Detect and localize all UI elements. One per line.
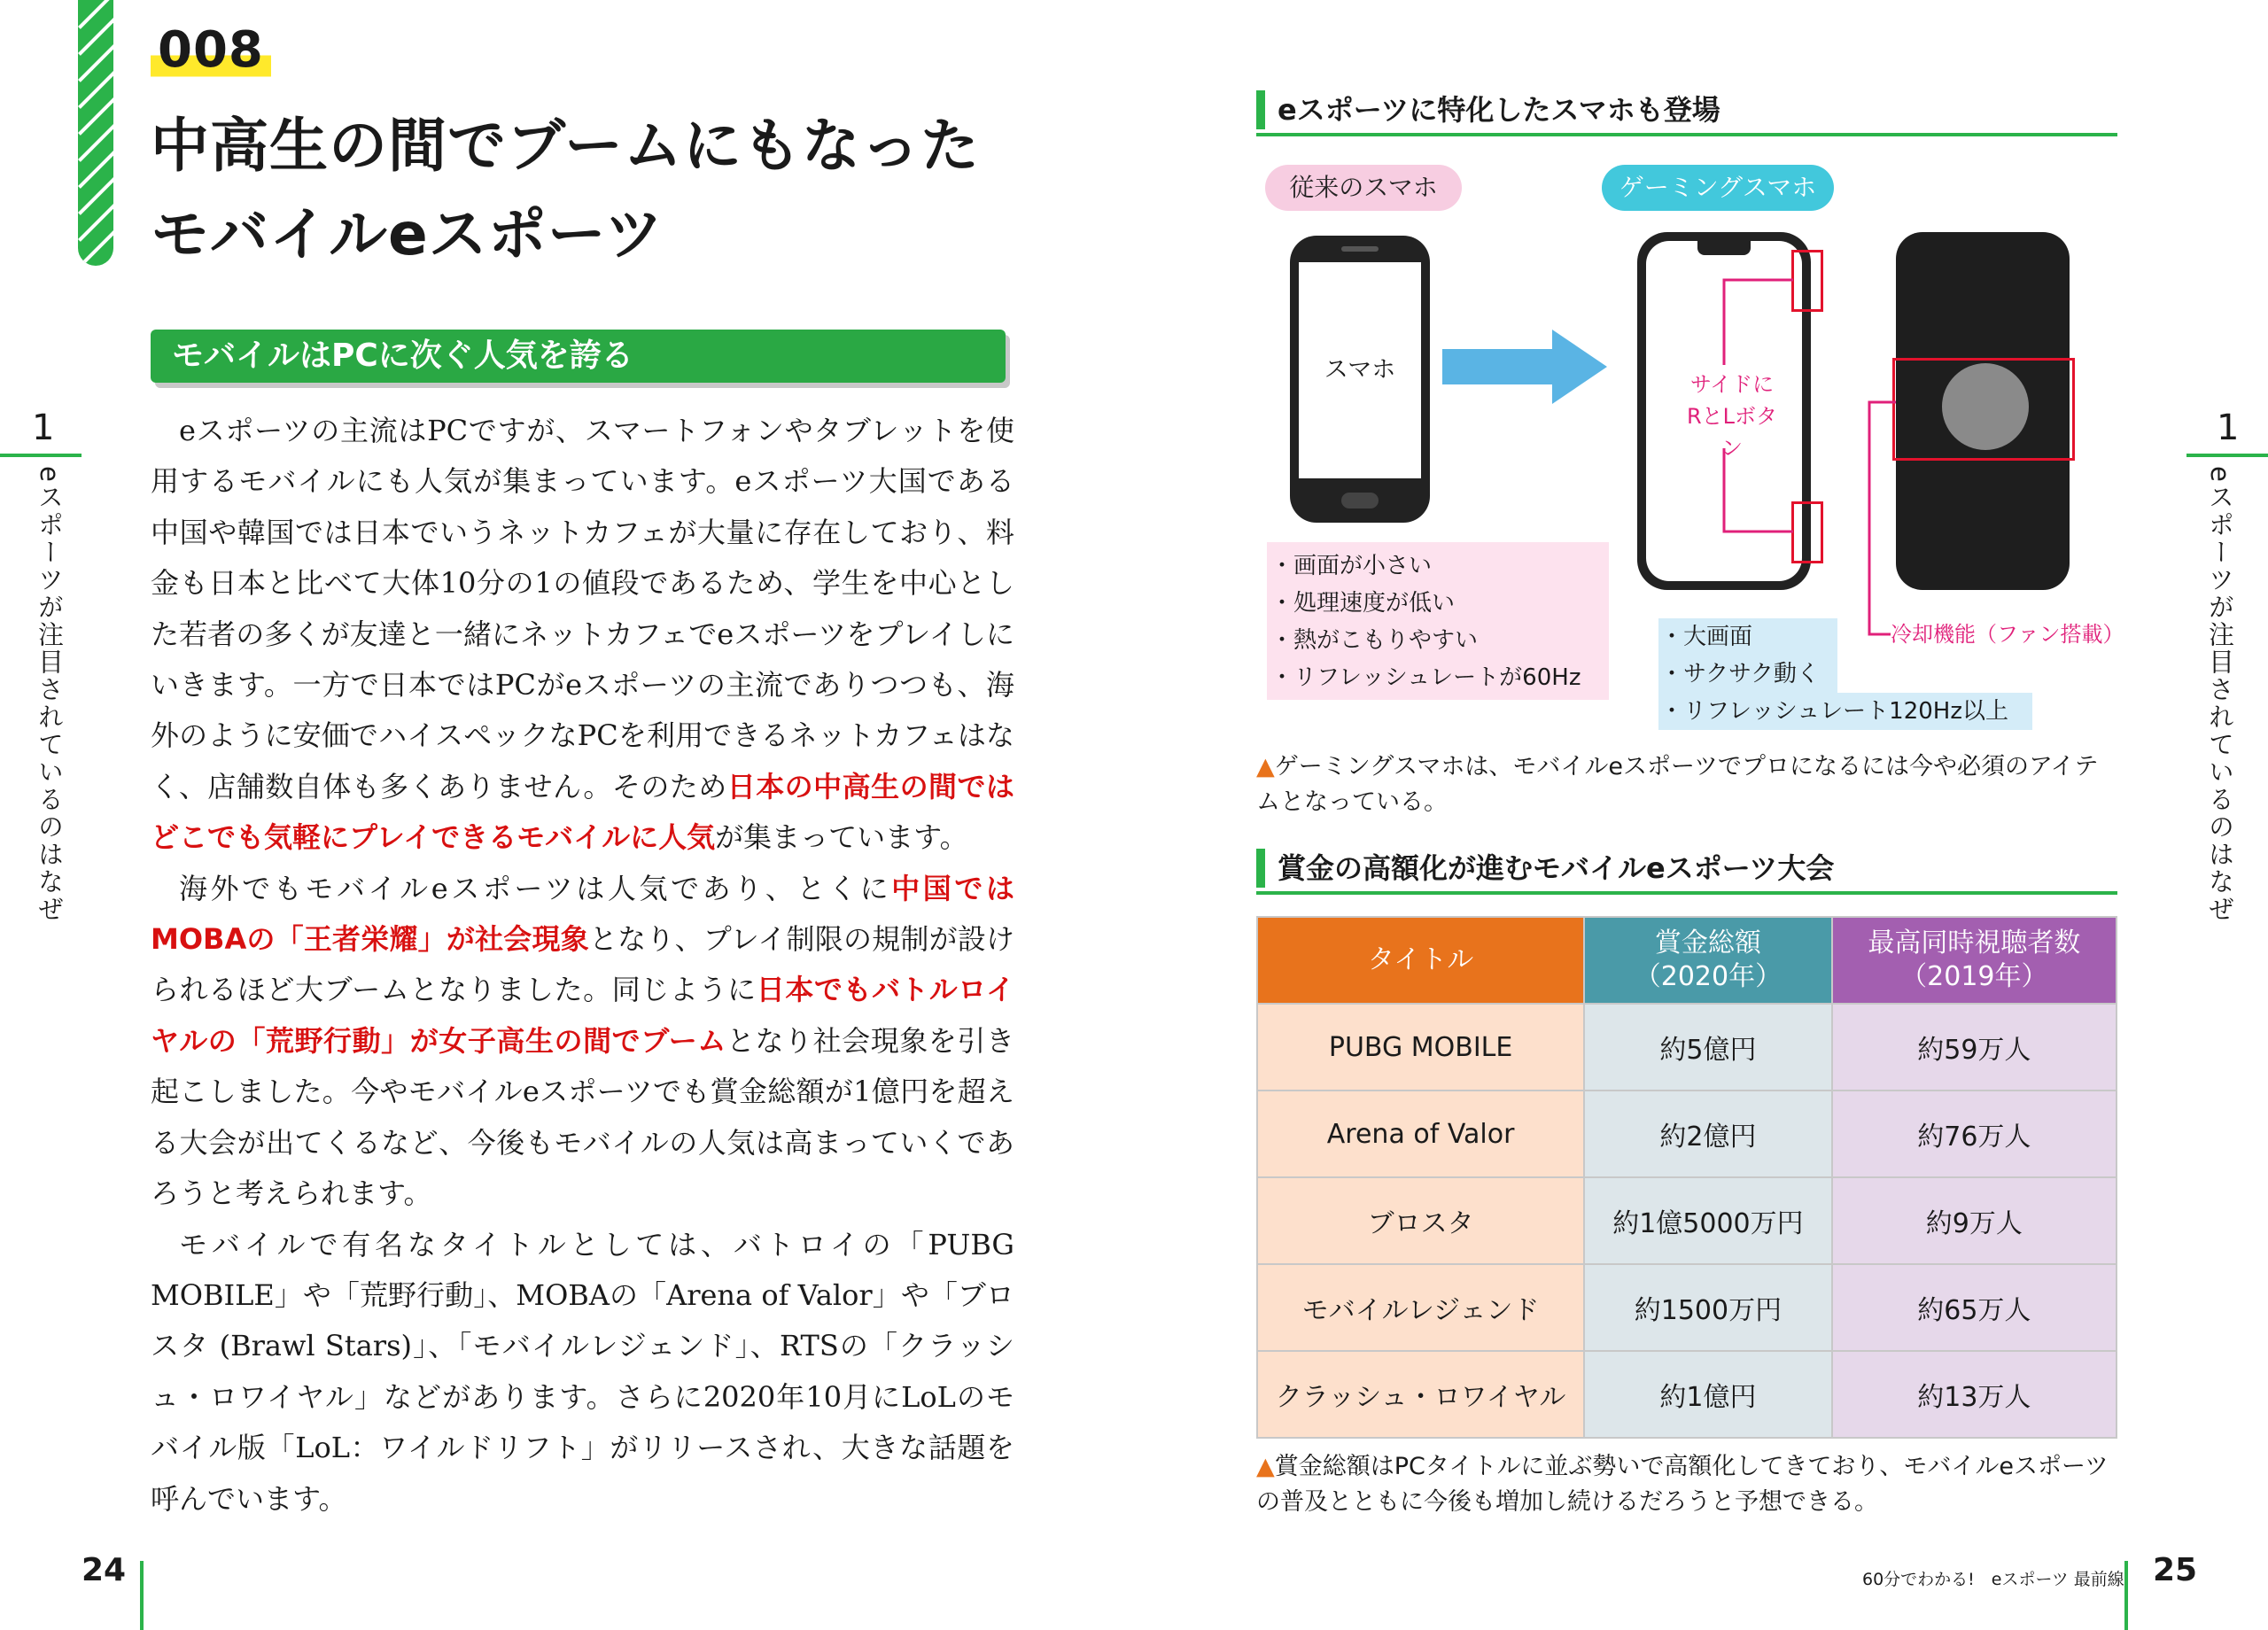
heading-marker <box>1256 849 1265 888</box>
chapter-rule <box>0 454 82 457</box>
table-row <box>1257 1004 2117 1091</box>
table-cell-prize: 約2億円 <box>1584 1091 1831 1177</box>
caption-text: 賞金総額はPCタイトルに並ぶ勢いで高額化してきており、モバイルeスポーツの普及とともに今後も増加し続けるだろうと予想できる。 <box>1256 1453 2109 1516</box>
note-item: ・リフレッシュレート120Hz以上 <box>1660 698 2009 725</box>
note-item: ・大画面 <box>1660 624 1753 650</box>
arrow-icon <box>1442 330 1607 404</box>
paragraph-2-text-end: となり社会現象を引き起こしました。今やモバイルeスポーツでも賞金総額が1億円を超える大会が出てくるなど、今後もモバイルの人気は高まっていくであろうと考えられます。 <box>151 1023 1014 1211</box>
paragraph-2 <box>151 864 1014 1220</box>
heading-marker <box>1256 90 1265 129</box>
gaming-notes <box>1660 618 2008 730</box>
header-text: 賞金総額 <box>1654 928 1761 959</box>
section-number: 008 <box>151 19 271 82</box>
side-button-callout-line-1: サイドに <box>1689 372 1775 397</box>
table-header-cell <box>1584 917 1831 1004</box>
highlight-text: 日本でもバトルロイヤルの「荒野行動」が女子高生の間でブーム <box>151 973 1014 1058</box>
side-button-highlight <box>1791 501 1823 563</box>
table-header-row <box>1257 917 2117 1004</box>
section-accent-bar <box>78 0 113 266</box>
table-cell-title: Arena of Valor <box>1257 1091 1584 1177</box>
note-item: ・サクサク動く <box>1660 661 1820 687</box>
cooling-highlight <box>1892 358 2075 461</box>
book-title-footer: 60分でわかる! eスポーツ 最前線 <box>1862 1570 2124 1589</box>
table-cell-viewers: 約76万人 <box>1832 1091 2117 1177</box>
heading-rule <box>1256 891 2117 895</box>
caption-marker: ▲ <box>1256 753 1275 780</box>
chapter-number: 1 <box>2217 408 2240 448</box>
header-subtext: （2019年） <box>1900 961 2048 992</box>
page-number: 24 <box>82 1552 127 1588</box>
phone-speaker <box>1341 246 1379 252</box>
page-title-line-2: モバイルeスポーツ <box>151 200 664 268</box>
table-cell-prize: 約1500万円 <box>1584 1264 1831 1351</box>
table-cell-viewers: 約13万人 <box>1832 1351 2117 1438</box>
page-title <box>151 102 980 279</box>
highlight-text: 日本の中高生の間ではどこでも気軽にプレイできるモバイルに人気 <box>151 769 1014 855</box>
phone-screen <box>1299 262 1421 478</box>
table-header-cell <box>1257 917 1584 1004</box>
side-button-callout <box>1680 369 1784 464</box>
header-text: タイトル <box>1367 944 1474 975</box>
table-row <box>1257 1264 2117 1351</box>
phone-label: スマホ <box>1324 356 1396 384</box>
header-subtext: （2020年） <box>1634 961 1783 992</box>
paragraph-3: モバイルで有名なタイトルとしては、バトロイの「PUBG MOBILE」や「荒野行動」、MOBAの「Arena of Valor」や「ブロスタ (Brawl Stars)」、「モバイルレジェンド」、RTSの「クラッシュ・ロワイヤル」などがあります。さらに2020年10月にLoLのモバイル版「LoL：ワイルドリフト」がリリースされ、大きな話題を呼んでいます。 <box>151 1227 1014 1516</box>
side-button-highlight <box>1791 250 1823 312</box>
table-cell-title: モバイルレジェンド <box>1257 1264 1584 1351</box>
paragraph-1 <box>151 406 1014 864</box>
chapter-title-vertical: eスポーツが注目されているのはなぜ <box>35 466 65 923</box>
phone-notch <box>1697 241 1751 255</box>
table-cell-title: クラッシュ・ロワイヤル <box>1257 1351 1584 1438</box>
note-item: ・リフレッシュレートが60Hz <box>1270 664 1581 691</box>
table-cell-prize: 約1億5000万円 <box>1584 1177 1831 1264</box>
caption-marker: ▲ <box>1256 1453 1275 1480</box>
figure-caption <box>1256 749 2117 820</box>
paragraph-2-text: 海外でもモバイルeスポーツは人気であり、とくに <box>179 871 892 905</box>
page-number-rule <box>140 1561 144 1630</box>
note-item: ・熱がこもりやすい <box>1270 627 1479 654</box>
table-cell-title: ブロスタ <box>1257 1177 1584 1264</box>
table-row <box>1257 1351 2117 1438</box>
note-item: ・画面が小さい <box>1270 553 1433 579</box>
body-text <box>151 406 1014 1525</box>
conventional-phone-label: 従来のスマホ <box>1265 165 1462 211</box>
table-cell-title: PUBG MOBILE <box>1257 1004 1584 1091</box>
callout-line <box>1859 397 1898 641</box>
page-title-line-1: 中高生の間でブームにもなった <box>151 112 981 180</box>
table-cell-viewers: 約9万人 <box>1832 1177 2117 1264</box>
conventional-phone <box>1290 236 1430 523</box>
header-text: 最高同時視聴者数 <box>1868 928 2081 959</box>
gaming-phone-label: ゲーミングスマホ <box>1602 165 1834 211</box>
page-number: 25 <box>2153 1552 2198 1588</box>
table-caption <box>1256 1449 2117 1520</box>
chapter-title-vertical: eスポーツが注目されているのはなぜ <box>2205 466 2235 923</box>
page-number-rule <box>2124 1561 2128 1630</box>
table-cell-viewers: 約65万人 <box>1832 1264 2117 1351</box>
paragraph-1-text-end: が集まっています。 <box>715 820 968 855</box>
table-heading: 賞金の高額化が進むモバイルeスポーツ大会 <box>1278 851 1835 885</box>
table-row <box>1257 1091 2117 1177</box>
note-item: ・処理速度が低い <box>1270 590 1456 617</box>
chapter-number: 1 <box>32 408 55 448</box>
figure-heading: eスポーツに特化したスマホも登場 <box>1278 93 1720 127</box>
side-button-callout-line-2: RとLボタン <box>1686 404 1778 461</box>
subheading: モバイルはPCに次ぐ人気を誇る <box>151 330 1006 383</box>
highlight-text: 中国ではMOBAの「王者栄耀」が社会現象 <box>151 871 1014 957</box>
table-row <box>1257 1177 2117 1264</box>
chapter-rule <box>2186 454 2268 457</box>
table-header-cell <box>1832 917 2117 1004</box>
table-cell-viewers: 約59万人 <box>1832 1004 2117 1091</box>
table-cell-prize: 約5億円 <box>1584 1004 1831 1091</box>
caption-text: ゲーミングスマホは、モバイルeスポーツでプロになるには今や必須のアイテムとなっている。 <box>1256 753 2099 816</box>
prize-table <box>1256 916 2117 1439</box>
paragraph-2-text-mid: となり、プレイ制限の規制が設けられるほど大ブームとなりました。同じように <box>151 922 1014 1007</box>
heading-rule <box>1256 133 2117 136</box>
conventional-notes <box>1267 542 1609 700</box>
table-cell-prize: 約1億円 <box>1584 1351 1831 1438</box>
cooling-callout: 冷却機能（ファン搭載） <box>1891 622 2124 647</box>
paragraph-1-text: eスポーツの主流はPCですが、スマートフォンやタブレットを使用するモバイルにも人気が集まっています。eスポーツ大国である中国や韓国では日本でいうネットカフェが大量に存在しており、料金も日本と比べて大体10分の1の値段であるため、学生を中心とした若者の多くが友達と一緒にネットカフェでeスポーツをプレイしにいきます。一方で日本ではPCがeスポーツの主流でありつつも、海外のように安価でハイスペックなPCを利用できるネットカフェはなく、店舗数自体も多くありません。そのため <box>151 414 1014 803</box>
home-button <box>1341 493 1379 508</box>
